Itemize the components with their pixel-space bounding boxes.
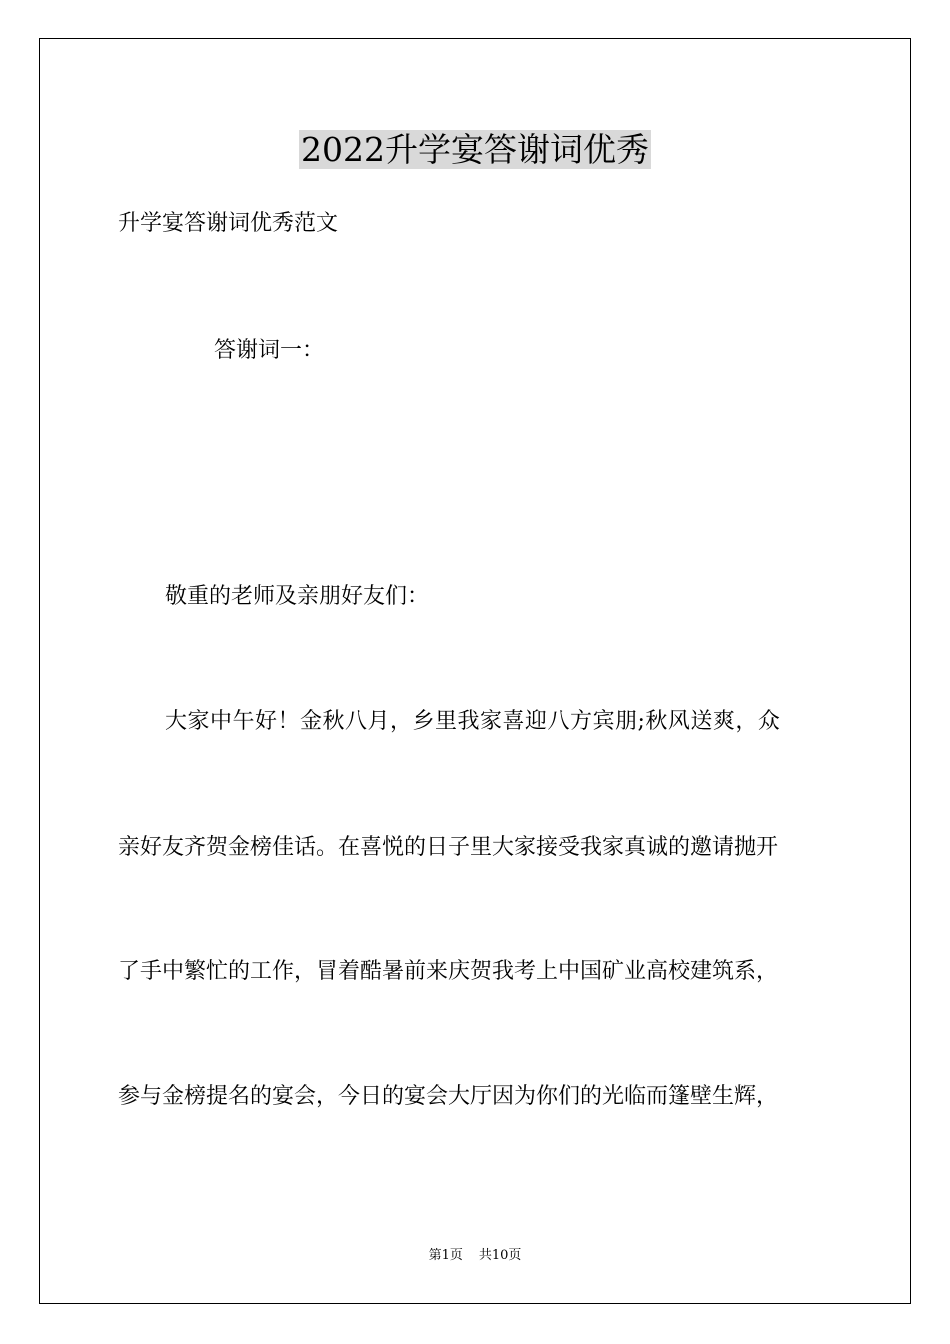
page-number: 第1页 <box>428 1248 463 1263</box>
paragraph-line-4: 参与金榜提名的宴会，今日的宴会大厅因为你们的光临而篷壁生辉， <box>118 1084 779 1109</box>
document-subtitle: 升学宴答谢词优秀范文 <box>118 211 339 236</box>
paragraph-line-1: 大家中午好！金秋八月，乡里我家喜迎八方宾朋;秋风送爽，众 <box>165 709 781 734</box>
section-heading: 答谢词一： <box>214 338 325 363</box>
paragraph-line-3: 了手中繁忙的工作，冒着酷暑前来庆贺我考上中国矿业高校建筑系， <box>118 959 779 984</box>
page-footer <box>0 1247 950 1265</box>
page-total: 共10页 <box>478 1248 522 1263</box>
document-title <box>0 126 950 174</box>
paragraph-line-2: 亲好友齐贺金榜佳话。在喜悦的日子里大家接受我家真诚的邀请抛开 <box>118 835 779 860</box>
greeting-line: 敬重的老师及亲朋好友们： <box>165 584 430 609</box>
document-title-text: 2022升学宴答谢词优秀 <box>301 130 649 169</box>
